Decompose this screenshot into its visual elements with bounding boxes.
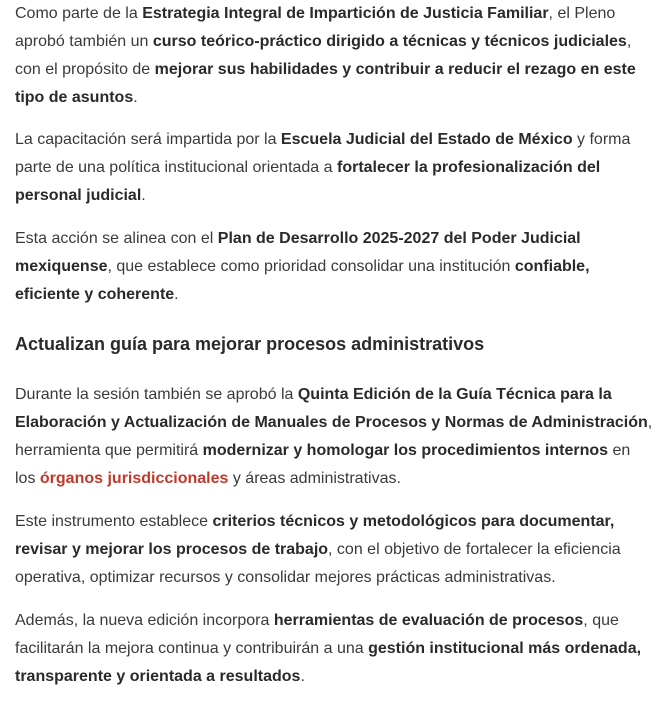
text: Esta acción se alinea con el [15, 230, 218, 247]
bold-text: Plan de Desarrollo 2025-2027 del Poder Judicial mexiquense [15, 230, 581, 275]
text: . [174, 286, 179, 303]
bold-text: fortalecer la profesionalización del personal judicial [15, 159, 601, 204]
text: Este instrumento establece [15, 513, 213, 530]
text: Como parte de la [15, 5, 143, 22]
text: . [133, 89, 138, 106]
text: Durante la sesión también se aprobó la [15, 386, 298, 403]
bold-text: herramientas de evaluación de procesos [273, 612, 584, 629]
text: , con el propósito de [15, 33, 632, 78]
bold-text: Quinta Edición de la Guía Técnica para la Elaboración y Actualización de Manuales de Procesos y Normas de Administración [15, 386, 648, 431]
bold-text: Estrategia Integral de Impartición de Justicia Familiar [142, 5, 549, 22]
text: . [300, 668, 305, 685]
paragraph-plan-desarrollo [15, 225, 654, 309]
bold-text: confiable, eficiente y coherente [15, 258, 590, 303]
paragraph-instrumento [15, 508, 654, 592]
text: , que facilitarán la mejora continua y contribuirán a una [15, 612, 619, 657]
paragraph-nueva-edicion [15, 607, 654, 691]
paragraph-capacitacion [15, 126, 654, 210]
bold-text: curso teórico-práctico dirigido a técnicas y técnicos judiciales [152, 33, 627, 50]
text: , herramienta que permitirá [15, 414, 653, 459]
text: . [141, 187, 146, 204]
paragraph-guia-tecnica [15, 381, 654, 493]
bold-text: criterios técnicos y metodológicos para documentar, revisar y mejorar los procesos de trabajo [15, 513, 615, 558]
text: Además, la nueva edición incorpora [15, 612, 274, 629]
paragraph-estrategia [15, 0, 654, 112]
bold-text: modernizar y homologar los procedimientos internos [202, 442, 609, 459]
text: y áreas administrativas. [228, 470, 401, 487]
text: La capacitación será impartida por la [15, 131, 281, 148]
bold-text: gestión institucional más ordenada, transparente y orientada a resultados [15, 640, 642, 685]
text: en los [15, 442, 631, 487]
text: , que establece como prioridad consolidar una institución [107, 258, 515, 275]
bold-text: mejorar sus habilidades y contribuir a reducir el rezago en este tipo de asuntos [15, 61, 636, 106]
section-heading: Actualizan guía para mejorar procesos administrativos [15, 334, 485, 354]
text: y forma parte de una política institucional orientada a [15, 131, 631, 176]
text: , con el objetivo de fortalecer la eficiencia operativa, optimizar recursos y consolidar mejores prácticas administrativas. [15, 541, 621, 586]
bold-text: Escuela Judicial del Estado de México [280, 131, 573, 148]
organos-jurisdiccionales-link[interactable]: órganos jurisdiccionales [39, 470, 229, 487]
text: , el Pleno aprobó también un [15, 5, 616, 50]
